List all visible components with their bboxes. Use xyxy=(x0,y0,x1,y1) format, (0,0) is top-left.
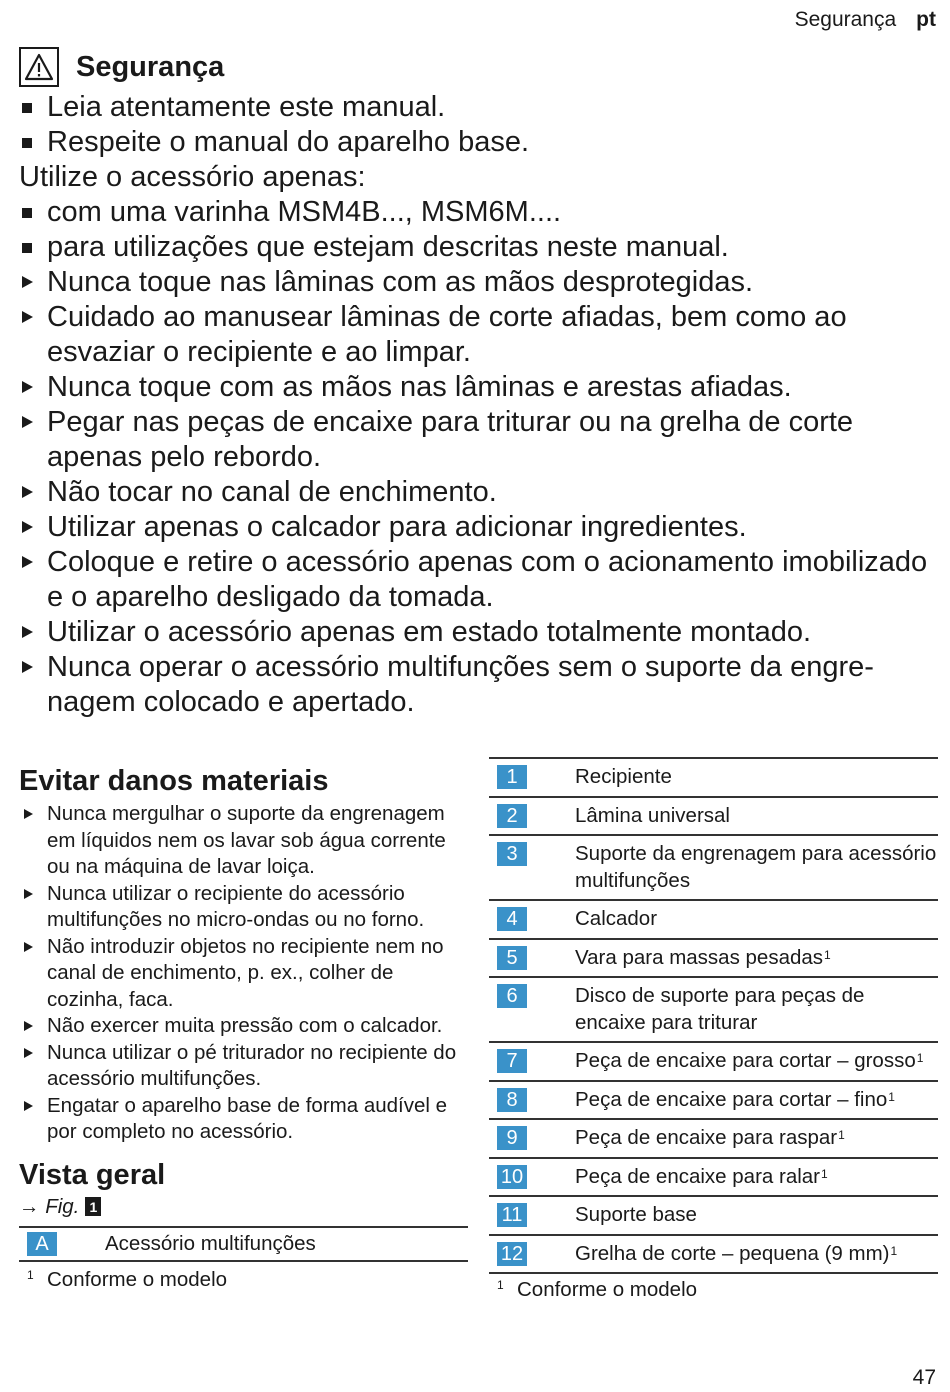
part-label: Peça de encaixe para cortar – fino xyxy=(575,1087,888,1111)
safety-item-text: Utilizar o acessório apenas em estado totalmente montado. xyxy=(47,616,812,648)
part-label: Peça de encaixe para ralar xyxy=(575,1164,821,1188)
part-footnote-mark: 1 xyxy=(916,1051,924,1065)
figure-reference xyxy=(19,1194,468,1220)
footnote-text: Conforme o modelo xyxy=(517,1278,698,1301)
bullet-triangle-icon xyxy=(22,661,33,673)
overview-section xyxy=(19,1156,468,1292)
running-head xyxy=(795,8,936,32)
footnote-mark: 1 xyxy=(27,1267,34,1282)
bullet-square-icon xyxy=(22,103,32,113)
bullet-triangle-icon xyxy=(22,556,33,568)
figure-reference-text: → Fig. xyxy=(19,1194,80,1218)
safety-item-text: Utilize o acessório apenas: xyxy=(19,161,366,193)
safety-item-text: Nunca operar o acessório multifunções sem o suporte da engrenagem colocado e apertado. xyxy=(47,651,874,718)
parts-row xyxy=(489,900,938,939)
safety-item xyxy=(19,265,939,300)
parts-label-cell xyxy=(575,939,938,978)
part-footnote-mark: 1 xyxy=(888,1089,895,1104)
safety-item xyxy=(19,195,939,230)
safety-item xyxy=(19,370,939,405)
bullet-triangle-icon xyxy=(24,809,33,819)
safety-item xyxy=(19,545,939,615)
parts-row xyxy=(489,1196,938,1235)
part-number-badge: 1 xyxy=(497,765,527,789)
bullet-square-icon xyxy=(22,243,32,253)
overview-label: Acessório multifunções xyxy=(105,1231,316,1255)
bullet-square-icon xyxy=(22,208,32,218)
safety-item xyxy=(19,90,939,125)
page-number: 47 xyxy=(912,1366,936,1389)
parts-row xyxy=(489,835,938,900)
damage-item xyxy=(19,881,468,934)
footnote-mark: 1 xyxy=(497,1278,504,1292)
right-column xyxy=(489,757,938,1302)
safety-item xyxy=(19,650,939,720)
parts-label-cell xyxy=(575,758,938,797)
running-head-section: Segurança xyxy=(794,8,897,31)
parts-label-cell xyxy=(575,1235,938,1274)
bullet-triangle-icon xyxy=(22,276,33,288)
safety-item-text: com uma varinha MSM4B..., MSM6M.... xyxy=(47,196,562,228)
damage-item-text: Não exercer muita pressão com o calcador. xyxy=(47,1014,443,1037)
part-label: Peça de encaixe para cortar – grosso xyxy=(575,1049,916,1072)
parts-number-cell xyxy=(489,835,575,900)
parts-row xyxy=(489,939,938,978)
damage-item xyxy=(19,1093,468,1146)
damage-item xyxy=(19,1040,468,1093)
part-footnote-mark: 1 xyxy=(821,1166,828,1181)
overview-footnote xyxy=(19,1268,468,1292)
bullet-triangle-icon xyxy=(24,1021,33,1031)
safety-item xyxy=(19,615,939,650)
part-label: Vara para massas pesadas xyxy=(575,945,824,969)
damage-list xyxy=(19,801,468,1146)
safety-list xyxy=(19,90,939,720)
overview-row xyxy=(19,1227,468,1261)
parts-number-cell xyxy=(489,977,575,1042)
parts-label-cell xyxy=(575,1081,938,1120)
bullet-triangle-icon xyxy=(24,1048,33,1058)
damage-item-text: Não introduzir objetos no recipiente nem no canal de enchimento, p. ex., colher de cozinha, faca. xyxy=(47,934,444,1011)
parts-number-cell xyxy=(489,758,575,797)
parts-number-cell xyxy=(489,1235,575,1274)
damage-item xyxy=(19,934,468,1014)
safety-item xyxy=(19,125,939,160)
safety-item-text: Pegar nas peças de encaixe para triturar ou na grelha de corte apenas pelo rebordo. xyxy=(47,406,854,473)
parts-table xyxy=(489,757,938,1274)
warning-icon xyxy=(19,47,59,87)
overview-label-cell xyxy=(105,1227,468,1261)
safety-item xyxy=(19,405,939,475)
damage-item xyxy=(19,1013,468,1040)
safety-item-text: para utilizações que estejam descritas neste manual. xyxy=(47,231,729,263)
figure-number: 1 xyxy=(85,1197,101,1216)
parts-label-cell xyxy=(575,1042,938,1081)
part-number-badge: 10 xyxy=(497,1165,527,1189)
parts-number-cell xyxy=(489,1158,575,1197)
parts-number-cell xyxy=(489,1081,575,1120)
part-number-badge: 11 xyxy=(497,1203,527,1227)
parts-label-cell xyxy=(575,977,938,1042)
parts-row xyxy=(489,1081,938,1120)
part-number-badge: 3 xyxy=(497,842,527,866)
footnote-text: Conforme o modelo xyxy=(47,1267,228,1291)
safety-item-text: Coloque e retire o acessório apenas com o acionamento imobilizado e o aparelho desligado da tomada. xyxy=(47,546,928,613)
parts-label-cell xyxy=(575,1158,938,1197)
overview-table xyxy=(19,1226,468,1262)
overview-id-cell xyxy=(19,1227,105,1261)
bullet-square-icon xyxy=(22,138,32,148)
overview-id-badge: A xyxy=(27,1232,57,1256)
part-footnote-mark: 1 xyxy=(824,947,831,962)
part-label: Disco de suporte para peças de encaixe para triturar xyxy=(575,984,865,1034)
parts-number-cell xyxy=(489,900,575,939)
parts-row xyxy=(489,758,938,797)
part-number-badge: 9 xyxy=(497,1126,527,1150)
parts-label-cell xyxy=(575,1119,938,1158)
parts-label-cell xyxy=(575,835,938,900)
parts-number-cell xyxy=(489,797,575,836)
safety-title: Segurança xyxy=(76,50,225,83)
bullet-triangle-icon xyxy=(22,416,33,428)
safety-item xyxy=(19,475,939,510)
bullet-triangle-icon xyxy=(22,311,33,323)
safety-section xyxy=(19,46,939,720)
damage-item-text: Nunca utilizar o pé triturador no recipiente do acessório multifunções. xyxy=(47,1040,457,1090)
damage-item-text: Nunca mergulhar o suporte da engrenagem em líquidos nem os lavar sob água corrente ou na máquina de lavar loiça. xyxy=(47,802,446,878)
running-head-lang: pt xyxy=(916,8,936,31)
left-column xyxy=(19,762,468,1292)
safety-heading xyxy=(19,46,939,88)
safety-item-text: Respeite o manual do aparelho base. xyxy=(47,126,530,158)
parts-label-cell xyxy=(575,797,938,836)
part-number-badge: 6 xyxy=(497,984,527,1008)
part-number-badge: 5 xyxy=(497,946,527,970)
part-label: Recipiente xyxy=(575,765,672,788)
safety-item xyxy=(19,510,939,545)
part-label: Grelha de corte – pequena (9 mm) xyxy=(575,1241,890,1265)
part-number-badge: 4 xyxy=(497,907,527,931)
parts-row xyxy=(489,1119,938,1158)
parts-row xyxy=(489,1158,938,1197)
parts-footnote xyxy=(489,1278,938,1302)
parts-row xyxy=(489,977,938,1042)
damage-item-text: Nunca utilizar o recipiente do acessório multifunções no micro-ondas ou no forno. xyxy=(47,881,425,931)
parts-row xyxy=(489,1235,938,1274)
part-footnote-mark: 1 xyxy=(890,1243,898,1258)
parts-label-cell xyxy=(575,900,938,939)
safety-item xyxy=(19,300,939,370)
safety-item-text: Não tocar no canal de enchimento. xyxy=(47,476,497,508)
parts-row xyxy=(489,1042,938,1081)
parts-number-cell xyxy=(489,1196,575,1235)
safety-item-text: Leia atentamente este manual. xyxy=(47,91,446,123)
bullet-triangle-icon xyxy=(24,942,33,952)
part-label: Calcador xyxy=(575,907,658,930)
part-label: Lâmina universal xyxy=(575,803,730,827)
bullet-triangle-icon xyxy=(22,521,33,533)
damage-title: Evitar danos materiais xyxy=(19,765,329,797)
parts-number-cell xyxy=(489,939,575,978)
part-label: Suporte base xyxy=(575,1203,697,1226)
safety-item-text: Nunca toque nas lâminas com as mãos desprotegidas. xyxy=(47,266,754,298)
part-label: Suporte da engrenagem para acessório multifunções xyxy=(575,842,937,892)
parts-number-cell xyxy=(489,1042,575,1081)
part-number-badge: 8 xyxy=(497,1088,527,1112)
overview-title: Vista geral xyxy=(19,1158,166,1191)
damage-item-text: Engatar o aparelho base de forma audível e por completo no acessório. xyxy=(47,1093,448,1143)
part-number-badge: 2 xyxy=(497,804,527,828)
bullet-triangle-icon xyxy=(22,626,33,638)
safety-item xyxy=(19,160,939,195)
parts-row xyxy=(489,797,938,836)
safety-item-text: Nunca toque com as mãos nas lâminas e arestas afiadas. xyxy=(47,371,792,403)
part-number-badge: 12 xyxy=(497,1242,527,1266)
bullet-triangle-icon xyxy=(24,1101,33,1111)
parts-label-cell xyxy=(575,1196,938,1235)
part-number-badge: 7 xyxy=(497,1049,527,1073)
safety-item-text: Cuidado ao manusear lâminas de corte afiadas, bem como ao esvaziar o recipiente e ao limpar. xyxy=(47,301,847,368)
part-label: Peça de encaixe para raspar xyxy=(575,1126,838,1149)
damage-item xyxy=(19,801,468,881)
bullet-triangle-icon xyxy=(22,381,33,393)
safety-item xyxy=(19,230,939,265)
bullet-triangle-icon xyxy=(22,486,33,498)
parts-number-cell xyxy=(489,1119,575,1158)
bullet-triangle-icon xyxy=(24,889,33,899)
safety-item-text: Utilizar apenas o calcador para adicionar ingredientes. xyxy=(47,511,747,543)
part-footnote-mark: 1 xyxy=(838,1128,845,1142)
